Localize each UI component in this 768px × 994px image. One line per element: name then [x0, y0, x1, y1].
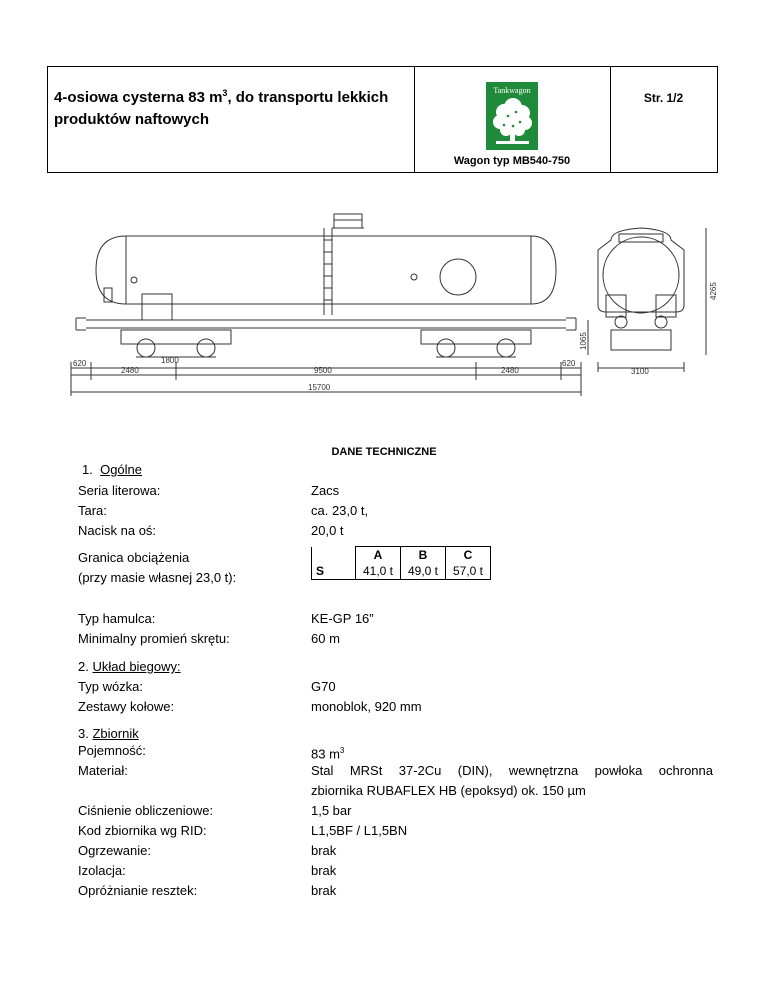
- value-wheelsets: monoblok, 920 mm: [311, 699, 422, 714]
- dim-620-left: 620: [73, 359, 87, 368]
- table-header: C: [446, 547, 491, 564]
- bogie-right: [421, 330, 531, 357]
- heading-number: 2.: [78, 659, 89, 674]
- value-insulation: brak: [311, 863, 337, 878]
- table-row: [312, 547, 491, 564]
- label-load-limit-note: (przy masie własnej 23,0 t):: [78, 570, 237, 585]
- title-part: , do transportu lekkich: [227, 89, 389, 106]
- title-line2: produktów naftowych: [54, 111, 209, 128]
- table-cell: 41,0 t: [356, 563, 401, 580]
- value-pressure: 1,5 bar: [311, 803, 352, 818]
- capacity-text: 83 m: [311, 746, 340, 762]
- value-bogie: G70: [311, 679, 336, 694]
- heading-general: [82, 460, 142, 480]
- dim-3100: 3100: [631, 367, 649, 376]
- label-capacity: Pojemność:: [78, 743, 146, 758]
- end-view: [588, 228, 706, 372]
- dim-9500: 9500: [314, 366, 332, 375]
- title-cell: [48, 67, 415, 172]
- dim-620-right: 620: [562, 359, 576, 368]
- table-header: B: [401, 547, 446, 564]
- tree-icon: [486, 82, 538, 150]
- dim-2480-left: 2480: [121, 366, 139, 375]
- section-title: DANE TECHNICZNE: [331, 446, 437, 458]
- heading-number: 3.: [78, 726, 89, 741]
- value-material: [311, 761, 713, 801]
- brake-box: [142, 294, 172, 320]
- document-title: [54, 82, 414, 131]
- label-residue-discharge: Opróżnianie resztek:: [78, 883, 198, 898]
- label-wheelsets: Zestawy kołowe:: [78, 699, 175, 714]
- label-heating: Ogrzewanie:: [78, 843, 151, 858]
- value-residue-discharge: brak: [311, 883, 337, 898]
- material-line1: Stal MRSt 37-2Cu (DIN), wewnętrzna powłoka ochronna: [311, 763, 713, 778]
- wagon-drawing: [66, 200, 746, 405]
- heading-number: 1.: [82, 462, 93, 477]
- label-material: Materiał:: [78, 763, 128, 778]
- label-pressure: Ciśnienie obliczeniowe:: [78, 803, 214, 818]
- label-radius: Minimalny promień skrętu:: [78, 631, 230, 646]
- logo-text: Tankwagon: [493, 86, 531, 95]
- bogie-left: [121, 330, 231, 357]
- dim-1065: 1065: [579, 332, 588, 350]
- table-header: A: [356, 547, 401, 564]
- logo-cell: [414, 67, 611, 172]
- wagon-type: Wagon typ MB540-750: [453, 155, 571, 167]
- title-part: 4-osiowa cysterna 83 m: [54, 89, 223, 106]
- label-insulation: Izolacja:: [78, 863, 126, 878]
- value-rid-code: L1,5BF / L1,5BN: [311, 823, 408, 838]
- value-axle-load: 20,0 t: [311, 523, 344, 538]
- table-cell: 57,0 t: [446, 563, 491, 580]
- dim-1800: 1800: [161, 356, 179, 365]
- table-cell: 49,0 t: [401, 563, 446, 580]
- page-number: Str. 1/2: [643, 91, 684, 105]
- page-cell: [610, 67, 717, 172]
- header-table: [47, 66, 718, 173]
- dim-4265: 4265: [709, 282, 718, 300]
- title-superscript: 3: [222, 88, 228, 98]
- dim-15700: 15700: [308, 383, 331, 392]
- label-axle-load: Nacisk na oś:: [78, 523, 157, 538]
- label-load-limit: Granica obciążenia: [78, 550, 190, 565]
- heading-running-gear: [78, 657, 181, 677]
- material-line2: zbiornika RUBAFLEX HB (epoksyd) ok. 150 µm: [311, 783, 586, 798]
- value-radius: 60 m: [311, 631, 340, 646]
- value-heating: brak: [311, 843, 337, 858]
- label-tare: Tara:: [78, 503, 107, 518]
- tankwagon-logo: [486, 82, 538, 150]
- capacity-superscript: 3: [339, 746, 345, 755]
- table-row-label: S: [312, 563, 356, 580]
- table-row: [312, 563, 491, 580]
- table-corner: [312, 547, 356, 564]
- label-series: Seria literowa:: [78, 483, 161, 498]
- platform: [334, 214, 362, 228]
- value-tare: ca. 23,0 t,: [311, 503, 369, 518]
- label-bogie: Typ wózka:: [78, 679, 144, 694]
- load-limit-table: [311, 546, 491, 580]
- value-series: Zacs: [311, 483, 340, 498]
- heading-text: Zbiornik: [92, 726, 139, 741]
- manhole: [440, 259, 476, 295]
- label-brake: Typ hamulca:: [78, 611, 156, 626]
- dim-2480-right: 2480: [501, 366, 519, 375]
- label-rid-code: Kod zbiornika wg RID:: [78, 823, 207, 838]
- heading-text: Układ biegowy:: [92, 659, 181, 674]
- heading-text: Ogólne: [100, 462, 142, 477]
- value-brake: KE-GP 16”: [311, 611, 374, 626]
